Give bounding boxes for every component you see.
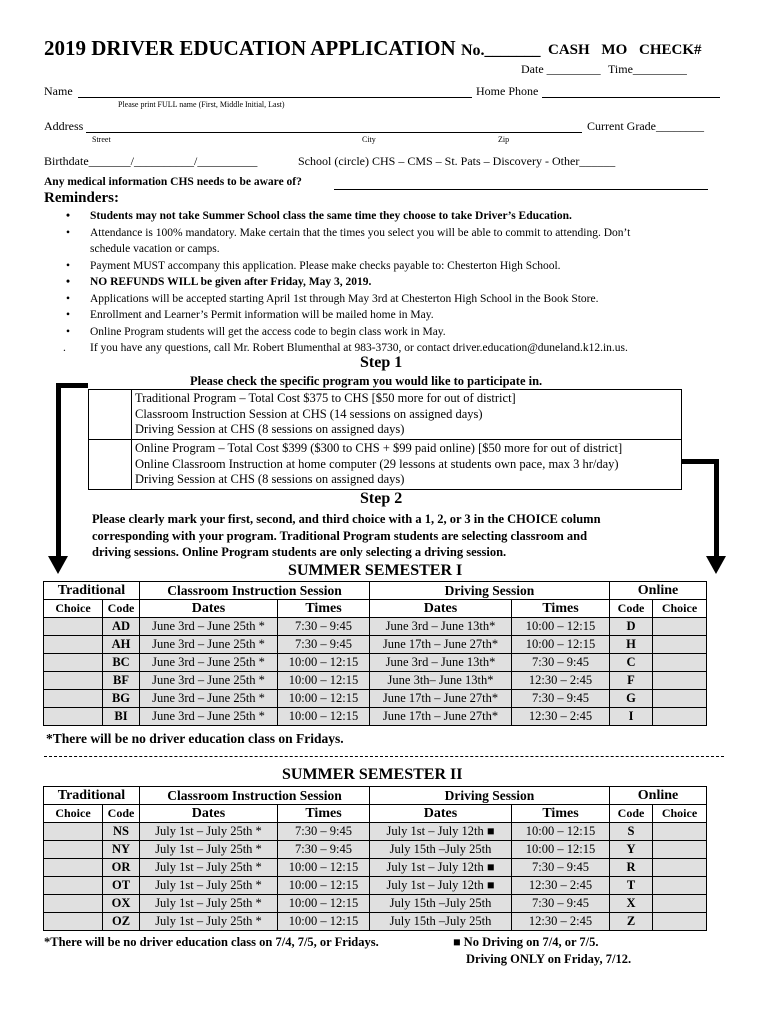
classroom-dates-cell: July 1st – July 25th *: [140, 895, 278, 913]
choice-cell[interactable]: [44, 877, 103, 895]
driving-times-cell: 12:30 – 2:45: [512, 708, 610, 726]
driving-dates-cell: July 15th –July 25th: [370, 913, 512, 931]
traditional-line2: Classroom Instruction Session at CHS (14 sessions on assigned days): [135, 406, 483, 421]
reminder-item: . If you have any questions, call Mr. Robert Blumenthal at 983-3730, or contact driver.education@duneland.k12.in.us.: [60, 340, 700, 357]
dashed-divider: [44, 756, 724, 757]
dates-header: Dates: [370, 600, 512, 618]
choice-header: Choice: [653, 600, 707, 618]
reminder-item: schedule vacation or camps.: [90, 243, 220, 255]
online-header: Online: [610, 787, 707, 805]
classroom-dates-cell: June 3rd – June 25th *: [140, 672, 278, 690]
choice-cell[interactable]: [44, 636, 103, 654]
online-code-cell: Y: [610, 841, 653, 859]
classroom-times-cell: 10:00 – 12:15: [278, 690, 370, 708]
reminder-item: • Applications will be accepted starting April 1st through May 3rd at Chesterton High School in the Book Store.: [60, 291, 700, 308]
medical-label: Any medical information CHS needs to be aware of?: [44, 176, 302, 188]
driving-dates-cell: June 17th – June 27th*: [370, 708, 512, 726]
choice-cell[interactable]: [44, 690, 103, 708]
driving-times-cell: 10:00 – 12:15: [512, 841, 610, 859]
table-row: [44, 708, 707, 726]
online-code-cell: G: [610, 690, 653, 708]
classroom-times-cell: 10:00 – 12:15: [278, 654, 370, 672]
choice-cell[interactable]: [44, 859, 103, 877]
choice-cell[interactable]: [44, 913, 103, 931]
driving-friday-note: Driving ONLY on Friday, 7/12.: [466, 952, 632, 966]
driving-header: Driving Session: [370, 787, 610, 805]
traditional-program-text: [135, 391, 516, 438]
traditional-line3: Driving Session at CHS (8 sessions on assigned days): [135, 422, 405, 436]
classroom-dates-cell: July 1st – July 25th *: [140, 913, 278, 931]
classroom-times-cell: 10:00 – 12:15: [278, 672, 370, 690]
code-cell: BI: [103, 708, 140, 726]
driving-times-cell: 12:30 – 2:45: [512, 913, 610, 931]
traditional-line1: Traditional Program – Total Cost $375 to CHS [$50 more for out of district]: [135, 391, 516, 405]
step1-instruction: Please check the specific program you would like to participate in.: [190, 374, 543, 388]
code-header: Code: [610, 805, 653, 823]
code-cell: AH: [103, 636, 140, 654]
code-cell: BC: [103, 654, 140, 672]
driving-dates-cell: June 17th – June 27th*: [370, 636, 512, 654]
step2-title: Step 2: [360, 490, 403, 507]
driving-dates-cell: July 1st – July 12th ■: [370, 877, 512, 895]
program-selection-box: [88, 389, 682, 490]
table-row: [44, 636, 707, 654]
online-line1: Online Program – Total Cost $399 ($300 to CHS + $99 paid online) [$50 more for out of district]: [135, 441, 623, 455]
classroom-header: Classroom Instruction Session: [140, 582, 370, 600]
home-phone-input-line[interactable]: [542, 97, 720, 98]
online-code-cell: X: [610, 895, 653, 913]
reminder-item: • Attendance is 100% mandatory. Make certain that the times you select you will be able to commit to attending. Don’t: [60, 225, 700, 242]
choice-cell[interactable]: [44, 654, 103, 672]
online-choice-cell[interactable]: [653, 877, 707, 895]
online-code-cell: C: [610, 654, 653, 672]
driving-times-cell: 10:00 – 12:15: [512, 823, 610, 841]
online-code-cell: D: [610, 618, 653, 636]
code-cell: NS: [103, 823, 140, 841]
reminder-item: • Enrollment and Learner’s Permit information will be mailed home in May.: [60, 307, 700, 324]
choice-cell[interactable]: [44, 841, 103, 859]
choice-header: Choice: [44, 805, 103, 823]
driving-dates-cell: June 3rd – June 13th*: [370, 654, 512, 672]
traditional-header: Traditional: [44, 787, 140, 805]
classroom-times-cell: 7:30 – 9:45: [278, 823, 370, 841]
right-arrow-head: [706, 556, 726, 574]
no-driving-note: ■ No Driving on 7/4, or 7/5.: [453, 935, 599, 949]
step1-title: Step 1: [360, 354, 403, 371]
choice-header: Choice: [653, 805, 707, 823]
traditional-header: Traditional: [44, 582, 140, 600]
code-cell: BF: [103, 672, 140, 690]
classroom-dates-cell: June 3rd – June 25th *: [140, 618, 278, 636]
page-title: [44, 36, 541, 61]
choice-cell[interactable]: [44, 823, 103, 841]
name-input-line[interactable]: [78, 97, 472, 98]
left-arrow-head: [48, 556, 68, 574]
zip-label: Zip: [498, 135, 510, 144]
online-choice-cell[interactable]: [653, 636, 707, 654]
semester2-title: SUMMER SEMESTER II: [282, 766, 463, 783]
classroom-dates-cell: July 1st – July 25th *: [140, 841, 278, 859]
classroom-dates-cell: July 1st – July 25th *: [140, 859, 278, 877]
code-cell: OR: [103, 859, 140, 877]
street-label: Street: [92, 135, 111, 144]
online-header: Online: [610, 582, 707, 600]
choice-cell[interactable]: [44, 708, 103, 726]
classroom-dates-cell: June 3rd – June 25th *: [140, 636, 278, 654]
table-row: [44, 895, 707, 913]
driving-header: Driving Session: [370, 582, 610, 600]
online-line3: Driving Session at CHS (8 sessions on assigned days): [135, 472, 405, 486]
classroom-dates-cell: July 1st – July 25th *: [140, 823, 278, 841]
online-choice-cell[interactable]: [653, 913, 707, 931]
online-code-cell: I: [610, 708, 653, 726]
online-choice-cell[interactable]: [653, 690, 707, 708]
name-hint: Please print FULL name (First, Middle Initial, Last): [118, 100, 285, 109]
online-program-row: [89, 440, 681, 489]
table-row: [44, 877, 707, 895]
online-code-cell: F: [610, 672, 653, 690]
online-code-cell: T: [610, 877, 653, 895]
dates-header: Dates: [370, 805, 512, 823]
online-code-cell: S: [610, 823, 653, 841]
table-row: [44, 823, 707, 841]
times-header: Times: [278, 600, 370, 618]
online-checkbox[interactable]: [89, 440, 132, 489]
dates-header: Dates: [140, 600, 278, 618]
choice-cell[interactable]: [44, 672, 103, 690]
driving-dates-cell: June 17th – June 27th*: [370, 690, 512, 708]
title-text: 2019 DRIVER EDUCATION APPLICATION: [44, 36, 456, 60]
classroom-dates-cell: June 3rd – June 25th *: [140, 690, 278, 708]
reminder-item: • Payment MUST accompany this application. Please make checks payable to: Chesterton High School.: [60, 258, 700, 275]
classroom-times-cell: 7:30 – 9:45: [278, 636, 370, 654]
online-code-cell: H: [610, 636, 653, 654]
choice-header: Choice: [44, 600, 103, 618]
classroom-times-cell: 7:30 – 9:45: [278, 841, 370, 859]
driving-times-cell: 12:30 – 2:45: [512, 877, 610, 895]
driving-times-cell: 7:30 – 9:45: [512, 654, 610, 672]
online-code-cell: R: [610, 859, 653, 877]
online-choice-cell[interactable]: [653, 859, 707, 877]
times-header: Times: [278, 805, 370, 823]
online-line2: Online Classroom Instruction at home computer (29 lessons at students own pace, max 3 hr/day): [135, 456, 619, 471]
payment-options: CASH MO CHECK#: [548, 42, 702, 58]
code-header: Code: [103, 805, 140, 823]
traditional-program-row: [89, 390, 681, 440]
table-row: [44, 672, 707, 690]
code-cell: BG: [103, 690, 140, 708]
online-choice-cell[interactable]: [653, 654, 707, 672]
date-field[interactable]: Date _________: [521, 62, 601, 76]
classroom-times-cell: 7:30 – 9:45: [278, 618, 370, 636]
online-choice-cell[interactable]: [653, 823, 707, 841]
driving-times-cell: 12:30 – 2:45: [512, 672, 610, 690]
driving-dates-cell: July 15th –July 25th: [370, 895, 512, 913]
online-choice-cell[interactable]: [653, 618, 707, 636]
table-row: [44, 913, 707, 931]
reminder-item: • NO REFUNDS WILL be given after Friday, May 3, 2019.: [60, 274, 700, 291]
driving-times-cell: 7:30 – 9:45: [512, 690, 610, 708]
classroom-times-cell: 10:00 – 12:15: [278, 708, 370, 726]
driving-dates-cell: July 1st – July 12th ■: [370, 823, 512, 841]
table-row: [44, 618, 707, 636]
reminder-item: • Students may not take Summer School class the same time they choose to take Driver’s Education.: [60, 208, 700, 225]
right-arrow-vertical: [714, 459, 719, 558]
classroom-header: Classroom Instruction Session: [140, 787, 370, 805]
times-header: Times: [512, 600, 610, 618]
classroom-times-cell: 10:00 – 12:15: [278, 877, 370, 895]
reminders-list: [60, 208, 700, 357]
online-code-cell: Z: [610, 913, 653, 931]
classroom-times-cell: 10:00 – 12:15: [278, 895, 370, 913]
choice-cell[interactable]: [44, 618, 103, 636]
reminder-item: • Online Program students will get the access code to begin class work in May.: [60, 324, 700, 341]
home-phone-label: Home Phone: [476, 84, 539, 98]
code-cell: NY: [103, 841, 140, 859]
semester2-table: [43, 786, 707, 931]
driving-dates-cell: July 1st – July 12th ■: [370, 859, 512, 877]
driving-dates-cell: July 15th –July 25th: [370, 841, 512, 859]
driving-dates-cell: June 3th– June 13th*: [370, 672, 512, 690]
driving-times-cell: 10:00 – 12:15: [512, 618, 610, 636]
dates-header: Dates: [140, 805, 278, 823]
driving-times-cell: 10:00 – 12:15: [512, 636, 610, 654]
online-choice-cell[interactable]: [653, 895, 707, 913]
medical-input-line[interactable]: [334, 189, 708, 190]
online-program-text: [135, 441, 622, 488]
table-row: [44, 841, 707, 859]
classroom-dates-cell: June 3rd – June 25th *: [140, 708, 278, 726]
address-input-line[interactable]: [86, 132, 582, 133]
driving-dates-cell: June 3rd – June 13th*: [370, 618, 512, 636]
online-choice-cell[interactable]: [653, 841, 707, 859]
code-cell: AD: [103, 618, 140, 636]
reminders-title: Reminders:: [44, 190, 119, 206]
code-cell: OX: [103, 895, 140, 913]
classroom-dates-cell: June 3rd – June 25th *: [140, 654, 278, 672]
semester1-title: SUMMER SEMESTER I: [288, 562, 463, 579]
code-header: Code: [103, 600, 140, 618]
application-number-field[interactable]: No._______: [460, 42, 541, 59]
table-row: [44, 654, 707, 672]
semester1-table: [43, 581, 707, 726]
classroom-times-cell: 10:00 – 12:15: [278, 913, 370, 931]
address-label: Address: [44, 119, 84, 133]
driving-times-cell: 7:30 – 9:45: [512, 895, 610, 913]
online-choice-cell[interactable]: [653, 708, 707, 726]
left-arrow-vertical: [56, 383, 61, 558]
school-field[interactable]: School (circle) CHS – CMS – St. Pats – Discovery - Other______: [298, 154, 616, 168]
step2-line2: corresponding with your program. Traditional Program students are selecting classroom and: [92, 528, 588, 543]
classroom-times-cell: 10:00 – 12:15: [278, 859, 370, 877]
code-cell: OZ: [103, 913, 140, 931]
choice-cell[interactable]: [44, 895, 103, 913]
name-label: Name: [44, 84, 73, 98]
semester2-note: *There will be no driver education class on 7/4, 7/5, or Fridays.: [44, 935, 379, 949]
table-row: [44, 690, 707, 708]
online-choice-cell[interactable]: [653, 672, 707, 690]
city-label: City: [362, 135, 376, 144]
code-cell: OT: [103, 877, 140, 895]
step2-line3: driving sessions. Online Program students are only selecting a driving session.: [92, 545, 507, 559]
step2-line1: Please clearly mark your first, second, and third choice with a 1, 2, or 3 in the CHOICE column: [92, 512, 601, 526]
table-row: [44, 859, 707, 877]
right-arrow-horizontal: [682, 459, 718, 464]
code-header: Code: [610, 600, 653, 618]
step2-instructions: [92, 511, 601, 561]
time-field[interactable]: Time_________: [608, 62, 687, 76]
driving-times-cell: 7:30 – 9:45: [512, 859, 610, 877]
birthdate-field[interactable]: Birthdate_______/__________/__________: [44, 154, 258, 168]
current-grade-field[interactable]: Current Grade________: [587, 119, 704, 133]
times-header: Times: [512, 805, 610, 823]
semester1-note: *There will be no driver education class on Fridays.: [46, 731, 344, 746]
traditional-checkbox[interactable]: [89, 390, 132, 439]
classroom-dates-cell: July 1st – July 25th *: [140, 877, 278, 895]
